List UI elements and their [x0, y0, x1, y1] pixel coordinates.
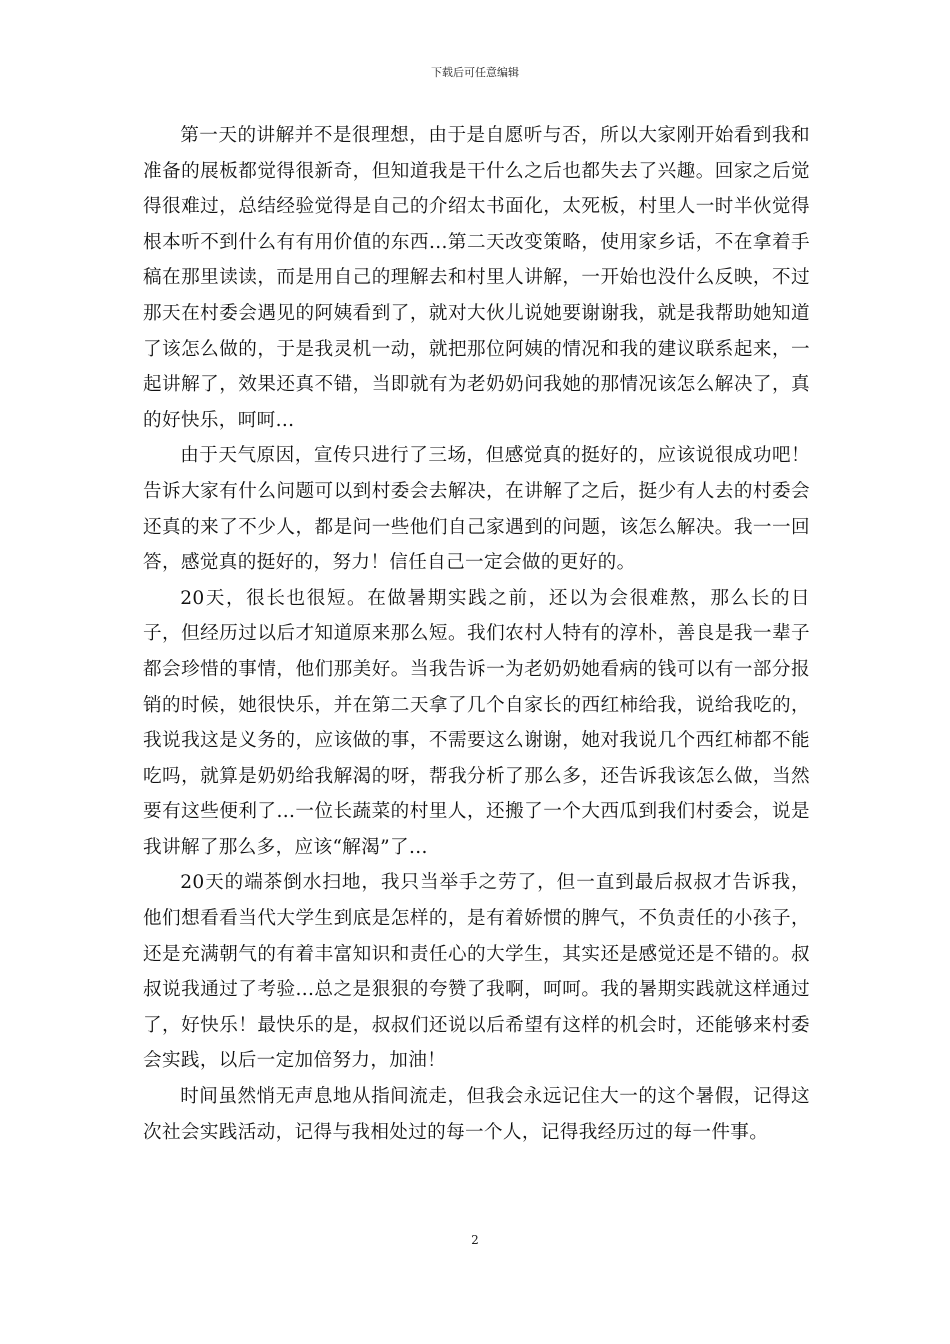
paragraph-1: 第一天的讲解并不是很理想，由于是自愿听与否，所以大家刚开始看到我和准备的展板都觉得很新奇，但知道我是干什么之后也都失去了兴趣。回家之后觉得很难过，总结经验觉得是自己的介绍太书面化，太死板，村里人一时半伙觉得根本听不到什么有有用价值的东西...第二天改变策略，使用家乡话，不在拿着手稿在那里读读，而是用自己的理解去和村里人讲解，一开始也没什么反映，不过那天在村委会遇见的阿姨看到了，就对大伙儿说她要谢谢我，就是我帮助她知道了该怎么做的，于是我灵机一动，就把那位阿姨的情况和我的建议联系起来，一起讲解了，效果还真不错，当即就有为老奶奶问我她的那情况该怎么解决了，真的好快乐，呵呵... — [143, 125, 810, 431]
page-header: 下载后可任意编辑 — [431, 66, 519, 79]
page-number: 2 — [471, 1233, 479, 1247]
paragraph-4: 20天的端茶倒水扫地，我只当举手之劳了，但一直到最后叔叔才告诉我，他们想看看当代大学生到底是怎样的，是有着娇惯的脾气，不负责任的小孩子，还是充满朝气的有着丰富知识和责任心的大学生，其实还是感觉还是不错的。叔叔说我通过了考验...总之是狠狠的夸赞了我啊，呵呵。我的暑期实践就这样通过了，好快乐！最快乐的是，叔叔们还说以后希望有这样的机会时，还能够来村委会实践，以后一定加倍努力，加油！ — [143, 872, 810, 1072]
paragraph-2: 由于天气原因，宣传只进行了三场，但感觉真的挺好的，应该说很成功吧！告诉大家有什么问题可以到村委会去解决，在讲解了之后，挺少有人去的村委会还真的来了不少人，都是问一些他们自己家遇到的问题，该怎么解决。我一一回答，感觉真的挺好的，努力！信任自己一定会做的更好的。 — [143, 445, 810, 574]
paragraph-3: 20天，很长也很短。在做暑期实践之前，还以为会很难熬，那么长的日子，但经历过以后才知道原来那么短。我们农村人特有的淳朴，善良是我一辈子都会珍惜的事情，他们那美好。当我告诉一为老奶奶她看病的钱可以有一部分报销的时候，她很快乐，并在第二天拿了几个自家长的西红柿给我，说给我吃的，我说我这是义务的，应该做的事，不需要这么谢谢，她对我说几个西红柿都不能吃吗，就算是奶奶给我解渴的呀，帮我分析了那么多，还告诉我该怎么做，当然要有这些便利了...一位长蔬菜的村里人，还搬了一个大西瓜到我们村委会，说是我讲解了那么多，应该“解渴”了... — [143, 587, 810, 858]
paragraph-5: 时间虽然悄无声息地从指间流走，但我会永远记住大一的这个暑假，记得这次社会实践活动，记得与我相处过的每一个人，记得我经历过的每一件事。 — [143, 1086, 810, 1143]
document-body — [143, 118, 810, 1150]
